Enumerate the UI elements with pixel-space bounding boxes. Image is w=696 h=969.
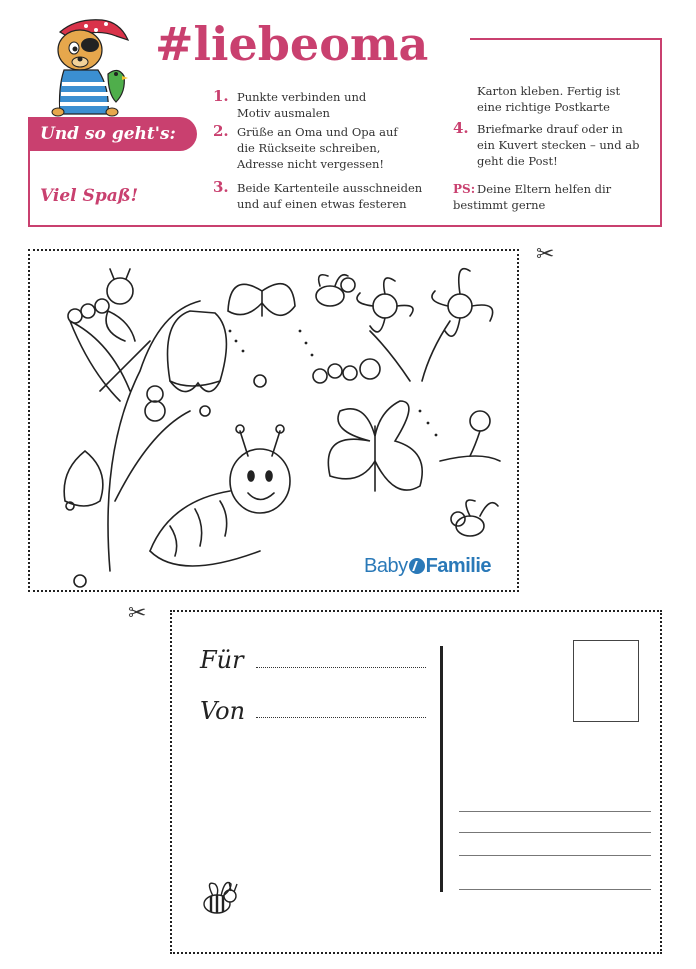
logo-text-baby: Baby (364, 555, 408, 577)
step-ps (453, 181, 653, 213)
step-3-continued (453, 83, 653, 115)
step-text: und auf einen etwas festeren (237, 197, 407, 211)
sender-label: Von (200, 697, 246, 725)
bee-icon (197, 874, 241, 922)
stamp-box (573, 640, 639, 722)
scissors-icon: ✂ (128, 601, 147, 626)
page-title: #liebeoma (155, 17, 429, 71)
step-number: 3. (213, 178, 229, 196)
logo-text-familie: Familie (425, 555, 492, 577)
step-4 (453, 121, 653, 169)
step-text: bestimmt gerne (453, 198, 546, 212)
step-1 (213, 89, 453, 121)
brand-logo (364, 555, 491, 578)
address-line[interactable] (459, 889, 651, 890)
logo-mark (409, 558, 425, 574)
closing-text: Viel Spaß! (40, 186, 139, 206)
step-text: Beide Kartenteile ausschneiden (237, 181, 423, 195)
how-to-heading: Und so geht's: (28, 117, 197, 151)
address-line[interactable] (459, 832, 651, 833)
step-text: Motiv ausmalen (237, 106, 330, 120)
recipient-label: Für (200, 646, 244, 674)
address-line[interactable] (459, 811, 651, 812)
postcard-front (28, 249, 519, 592)
sender-line[interactable] (256, 717, 426, 718)
step-3 (213, 180, 453, 212)
step-text: eine richtige Postkarte (477, 100, 610, 114)
step-text: Punkte verbinden und (237, 90, 367, 104)
coloring-illustration (30, 251, 517, 590)
instructions-frame-left (28, 150, 30, 227)
recipient-line[interactable] (256, 667, 426, 668)
step-text: Grüße an Oma und Opa auf (237, 125, 398, 139)
step-text: ein Kuvert stecken – und ab (477, 138, 640, 152)
step-number: 4. (453, 119, 469, 137)
step-text: Deine Eltern helfen dir (477, 182, 612, 196)
address-line[interactable] (459, 855, 651, 856)
postcard-divider (440, 646, 443, 892)
step-number: PS: (453, 182, 476, 196)
step-text: Karton kleben. Fertig ist (477, 84, 621, 98)
step-text: Adresse nicht vergessen! (237, 157, 385, 171)
step-text: geht die Post! (477, 154, 558, 168)
step-text: Briefmarke drauf oder in (477, 122, 623, 136)
scissors-icon: ✂ (536, 242, 555, 267)
step-number: 1. (213, 87, 229, 105)
step-2 (213, 124, 453, 172)
step-number: 2. (213, 122, 229, 140)
step-text: die Rückseite schreiben, (237, 141, 381, 155)
